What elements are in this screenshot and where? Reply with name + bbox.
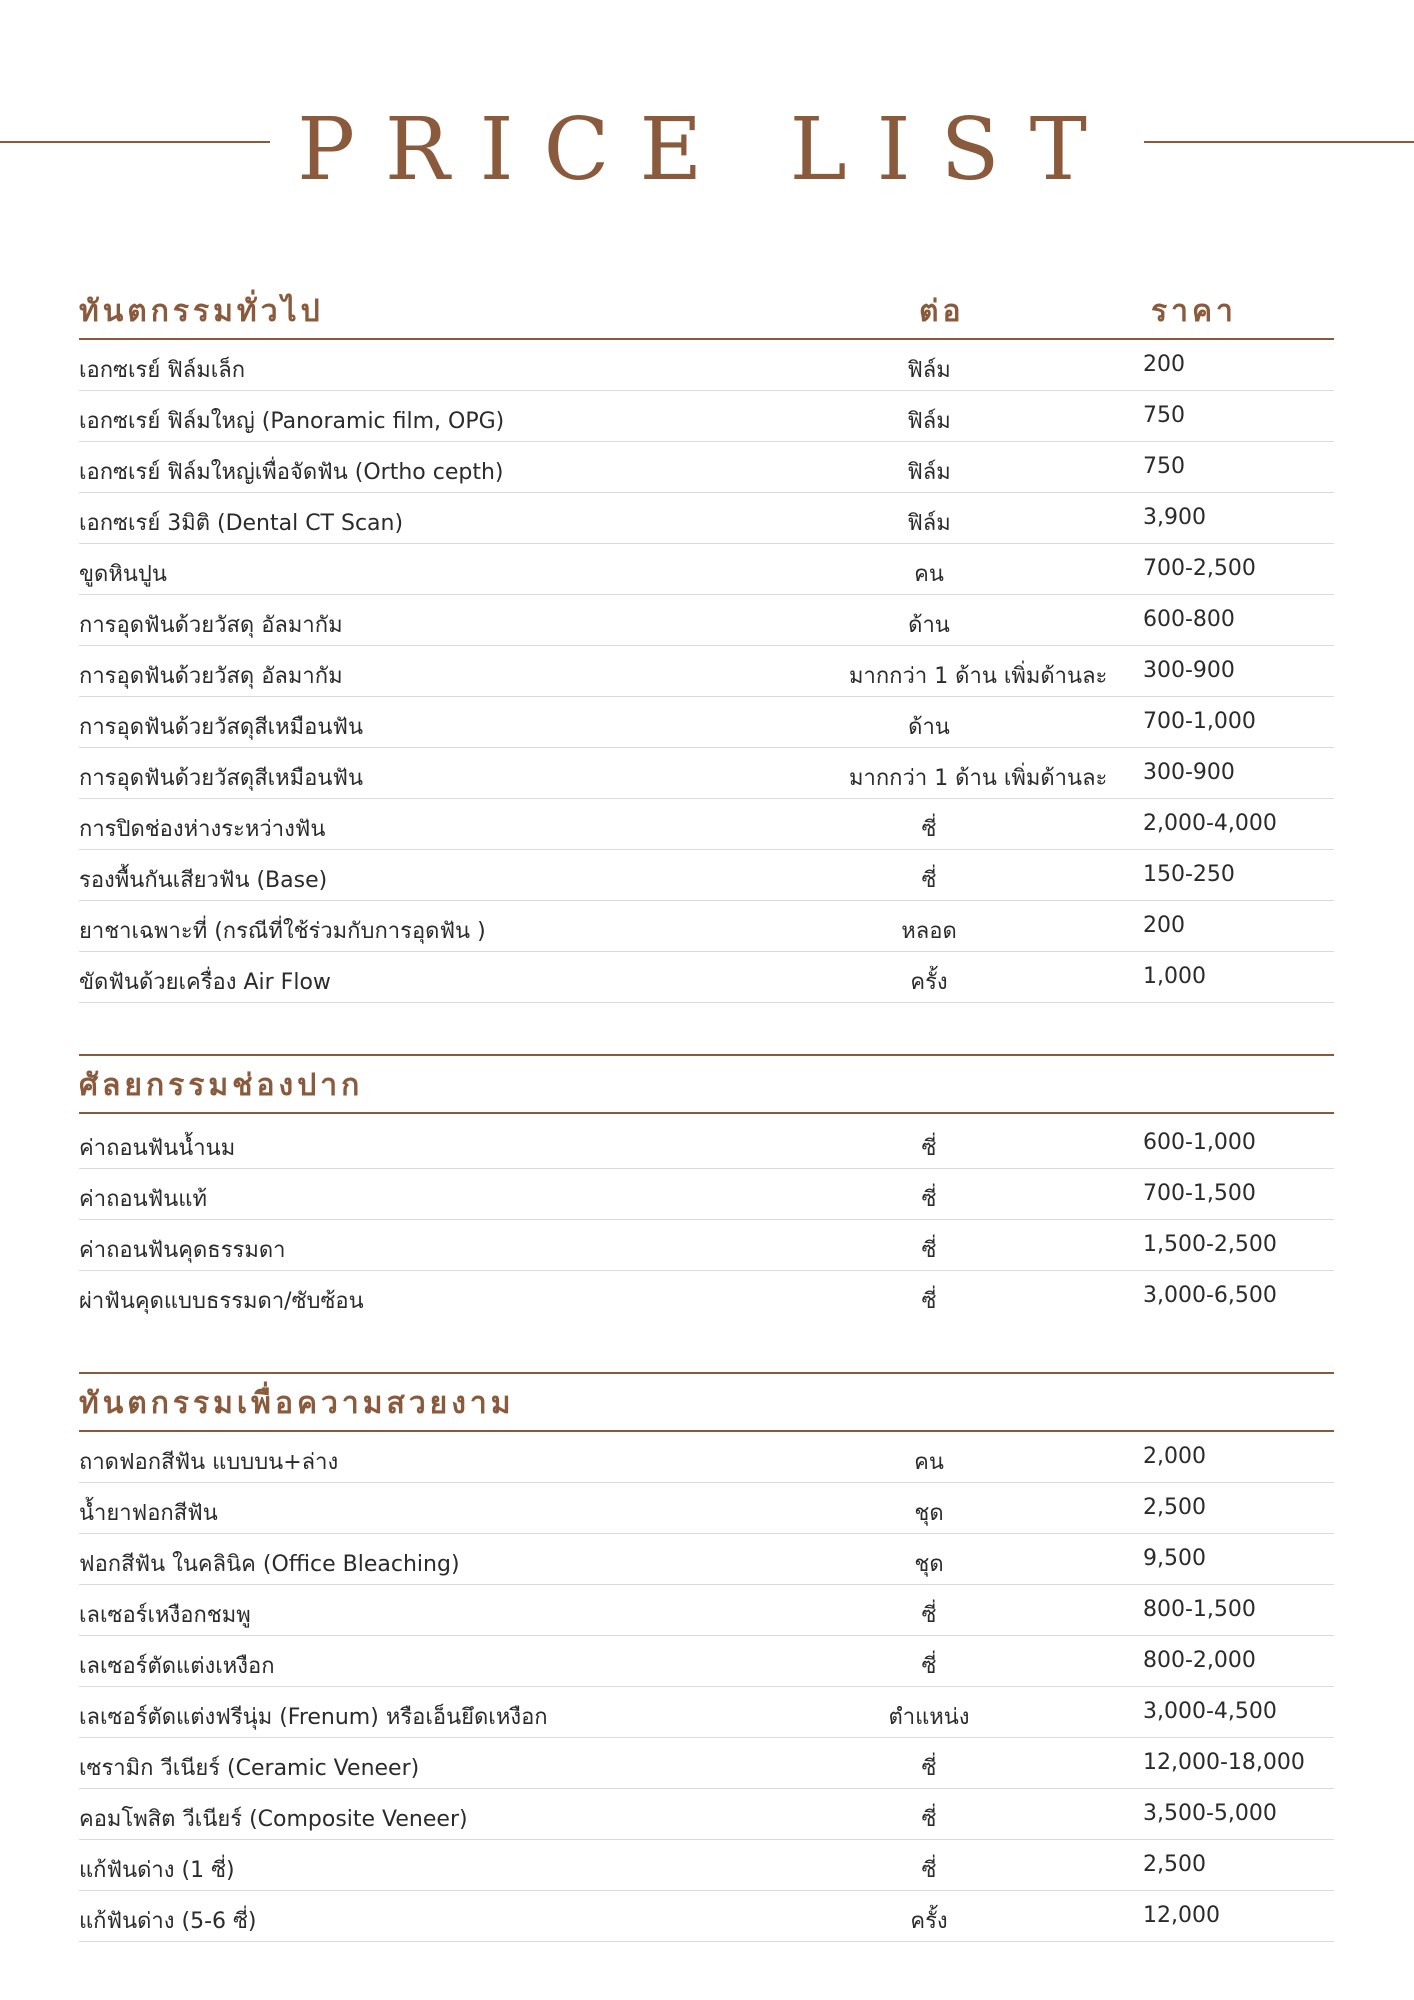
table-row (79, 850, 1334, 901)
page-title: PRICE LIST (297, 100, 1117, 200)
price-table (79, 340, 1334, 1003)
item-name: เอกซเรย์ 3มิติ (Dental CT Scan) (79, 511, 404, 536)
section-header (79, 282, 1334, 338)
table-row (79, 1585, 1334, 1636)
item-name: น้ำยาฟอกสีฟัน (79, 1501, 218, 1526)
item-price: 2,000 (1143, 1444, 1206, 1469)
item-price: 3,000-4,500 (1143, 1699, 1277, 1724)
table-row (79, 1636, 1334, 1687)
item-unit: ด้าน (908, 715, 950, 740)
table-row (79, 340, 1334, 391)
section-oral-surgery (79, 1054, 1334, 1321)
item-name: ฟอกสีฟัน ในคลินิค (Office Bleaching) (79, 1552, 460, 1577)
item-price: 12,000 (1143, 1903, 1220, 1928)
table-row (79, 1534, 1334, 1585)
table-row (79, 952, 1334, 1003)
table-row (79, 1891, 1334, 1942)
item-unit: ฟิล์ม (907, 358, 951, 383)
section-header (79, 1056, 1334, 1112)
item-name: การอุดฟันด้วยวัสดุ อัลมากัม (79, 664, 343, 689)
item-name: การอุดฟันด้วยวัสดุสีเหมือนฟัน (79, 715, 364, 740)
item-unit: ครั้ง (910, 970, 948, 995)
item-price: 9,500 (1143, 1546, 1206, 1571)
item-name: การอุดฟันด้วยวัสดุสีเหมือนฟัน (79, 766, 364, 791)
table-row (79, 1789, 1334, 1840)
item-unit: ซี่ (921, 1603, 937, 1628)
item-unit: ซี่ (921, 1807, 937, 1832)
table-row (79, 799, 1334, 850)
item-name: เอกซเรย์ ฟิล์มใหญ่เพื่อจัดฟัน (Ortho cepth) (79, 460, 504, 485)
section-heading: ทันตกรรมเพื่อความสวยงาม (79, 1386, 515, 1421)
table-row (79, 1483, 1334, 1534)
item-price: 2,500 (1143, 1495, 1206, 1520)
item-unit: ด้าน (908, 613, 950, 638)
item-name: ถาดฟอกสีฟัน แบบบน+ล่าง (79, 1450, 339, 1475)
item-price: 700-2,500 (1143, 556, 1256, 581)
item-price: 3,900 (1143, 505, 1206, 530)
item-price: 3,500-5,000 (1143, 1801, 1277, 1826)
item-price: 300-900 (1143, 760, 1235, 785)
item-unit: ชุด (914, 1552, 944, 1577)
item-price: 600-800 (1143, 607, 1235, 632)
table-row (79, 1432, 1334, 1483)
price-table (79, 1114, 1334, 1321)
item-name: เอกซเรย์ ฟิล์มใหญ่ (Panoramic film, OPG) (79, 409, 505, 434)
item-price: 1,000 (1143, 964, 1206, 989)
price-column-header: ราคา (1151, 294, 1237, 329)
title-divider-right (1144, 141, 1414, 143)
table-row (79, 697, 1334, 748)
item-name: เลเซอร์ตัดแต่งเหงือก (79, 1654, 275, 1679)
price-table (79, 1432, 1334, 1942)
item-unit: ตำแหน่ง (888, 1705, 970, 1730)
item-unit: คน (914, 562, 944, 587)
table-row (79, 1169, 1334, 1220)
table-row (79, 1738, 1334, 1789)
item-name: ค่าถอนฟันแท้ (79, 1187, 207, 1212)
table-row (79, 442, 1334, 493)
item-unit: คน (914, 1450, 944, 1475)
item-unit: ซี่ (921, 1136, 937, 1161)
item-unit: ซี่ (921, 817, 937, 842)
item-unit: ซี่ (921, 1187, 937, 1212)
item-name: คอมโพสิต วีเนียร์ (Composite Veneer) (79, 1807, 468, 1832)
item-price: 1,500-2,500 (1143, 1232, 1277, 1257)
table-row (79, 1687, 1334, 1738)
item-name: แก้ฟันด่าง (5-6 ซี่) (79, 1909, 257, 1934)
unit-column-header: ต่อ (919, 294, 965, 329)
item-name: ขูดหินปูน (79, 562, 167, 587)
item-price: 700-1,000 (1143, 709, 1256, 734)
item-name: การปิดช่องห่างระหว่างฟัน (79, 817, 326, 842)
section-general-dentistry (79, 282, 1334, 1003)
item-unit: ชุด (914, 1501, 944, 1526)
item-name: การอุดฟันด้วยวัสดุ อัลมากัม (79, 613, 343, 638)
item-name: แก้ฟันด่าง (1 ซี่) (79, 1858, 235, 1883)
item-price: 200 (1143, 913, 1185, 938)
table-row (79, 1840, 1334, 1891)
item-price: 750 (1143, 403, 1185, 428)
item-price: 2,500 (1143, 1852, 1206, 1877)
table-row (79, 544, 1334, 595)
item-unit: ซี่ (921, 1756, 937, 1781)
item-name: ยาชาเฉพาะที่ (กรณีที่ใช้ร่วมกับการอุดฟัน ) (79, 919, 486, 944)
item-price: 200 (1143, 352, 1185, 377)
item-price: 700-1,500 (1143, 1181, 1256, 1206)
item-name: เลเซอร์เหงือกชมพู (79, 1603, 251, 1628)
item-unit: หลอด (901, 919, 957, 944)
table-row (79, 391, 1334, 442)
item-price: 750 (1143, 454, 1185, 479)
item-name: ค่าถอนฟันคุดธรรมดา (79, 1238, 286, 1263)
table-row (79, 901, 1334, 952)
table-row (79, 1118, 1334, 1169)
item-unit: ซี่ (921, 1289, 937, 1314)
item-unit: ฟิล์ม (907, 511, 951, 536)
item-price: 2,000-4,000 (1143, 811, 1277, 836)
title-block (0, 100, 1414, 210)
section-header (79, 1374, 1334, 1430)
item-name: ค่าถอนฟันน้ำนม (79, 1136, 236, 1161)
item-price: 800-1,500 (1143, 1597, 1256, 1622)
table-row (79, 1271, 1334, 1321)
section-heading: ทันตกรรมทั่วไป (79, 294, 324, 329)
item-price: 800-2,000 (1143, 1648, 1256, 1673)
item-price: 3,000-6,500 (1143, 1283, 1277, 1308)
item-name: เลเซอร์ตัดแต่งฟรีนุ่ม (Frenum) หรือเอ็นยึดเหงือก (79, 1705, 548, 1730)
item-unit: ครั้ง (910, 1909, 948, 1934)
item-name: เซรามิก วีเนียร์ (Ceramic Veneer) (79, 1756, 420, 1781)
table-row (79, 493, 1334, 544)
item-unit: ซี่ (921, 868, 937, 893)
item-name: เอกซเรย์ ฟิล์มเล็ก (79, 358, 246, 383)
item-name: ขัดฟันด้วยเครื่อง Air Flow (79, 970, 331, 995)
item-unit: ซี่ (921, 1858, 937, 1883)
item-price: 300-900 (1143, 658, 1235, 683)
item-unit: มากกว่า 1 ด้าน เพิ่มด้านละ (849, 664, 1108, 689)
table-row (79, 595, 1334, 646)
section-cosmetic-dentistry (79, 1372, 1334, 1942)
item-unit: ซี่ (921, 1654, 937, 1679)
item-price: 600-1,000 (1143, 1130, 1256, 1155)
item-unit: ฟิล์ม (907, 409, 951, 434)
item-price: 150-250 (1143, 862, 1235, 887)
table-row (79, 646, 1334, 697)
item-name: ผ่าฟันคุดแบบธรรมดา/ซับซ้อน (79, 1289, 364, 1314)
item-unit: ฟิล์ม (907, 460, 951, 485)
item-name: รองพื้นกันเสียวฟัน (Base) (79, 868, 328, 893)
item-unit: มากกว่า 1 ด้าน เพิ่มด้านละ (849, 766, 1108, 791)
table-row (79, 1220, 1334, 1271)
section-heading: ศัลยกรรมช่องปาก (79, 1068, 364, 1103)
item-unit: ซี่ (921, 1238, 937, 1263)
item-price: 12,000-18,000 (1143, 1750, 1305, 1775)
table-row (79, 748, 1334, 799)
